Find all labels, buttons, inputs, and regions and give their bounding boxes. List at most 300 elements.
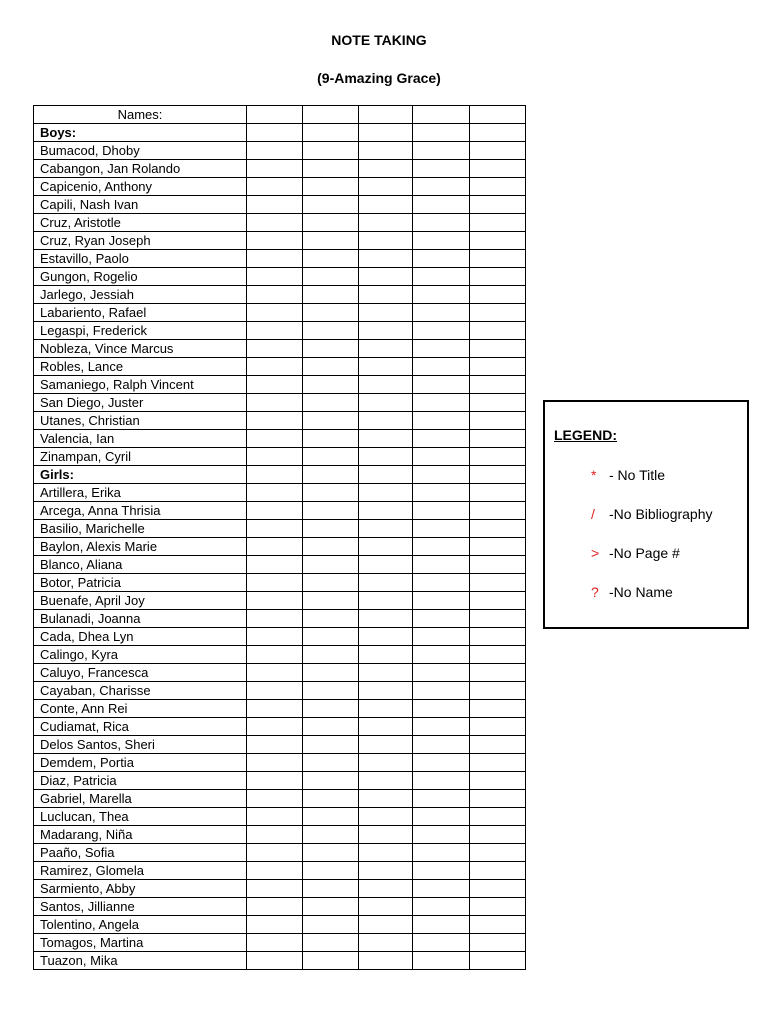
table-row (34, 394, 526, 412)
blank-cell (247, 376, 303, 394)
table-row (34, 358, 526, 376)
blank-cell (359, 934, 413, 952)
blank-cell (247, 340, 303, 358)
student-name: Botor, Patricia (34, 574, 247, 592)
student-name: Cabangon, Jan Rolando (34, 160, 247, 178)
blank-cell (470, 898, 526, 916)
blank-cell (359, 772, 413, 790)
blank-cell (413, 178, 470, 196)
blank-cell (247, 196, 303, 214)
blank-cell (303, 178, 359, 196)
blank-cell (247, 916, 303, 934)
blank-cell (247, 718, 303, 736)
blank-cell (470, 736, 526, 754)
blank-cell (303, 556, 359, 574)
blank-cell (303, 808, 359, 826)
blank-cell (247, 772, 303, 790)
blank-cell (470, 826, 526, 844)
blank-cell (413, 106, 470, 124)
table-row (34, 592, 526, 610)
blank-cell (247, 934, 303, 952)
blank-cell (470, 448, 526, 466)
blank-cell (303, 718, 359, 736)
student-name: Gabriel, Marella (34, 790, 247, 808)
blank-cell (359, 340, 413, 358)
blank-cell (359, 718, 413, 736)
blank-cell (247, 142, 303, 160)
student-name: Baylon, Alexis Marie (34, 538, 247, 556)
table-row (34, 538, 526, 556)
blank-cell (303, 430, 359, 448)
blank-cell (470, 556, 526, 574)
blank-cell (247, 430, 303, 448)
legend-box (543, 400, 749, 629)
blank-cell (413, 466, 470, 484)
student-name: Tuazon, Mika (34, 952, 247, 970)
blank-cell (247, 448, 303, 466)
table-row (34, 772, 526, 790)
section-row (34, 124, 526, 142)
blank-cell (247, 106, 303, 124)
blank-cell (413, 214, 470, 232)
student-name: Diaz, Patricia (34, 772, 247, 790)
student-name: Estavillo, Paolo (34, 250, 247, 268)
table-row (34, 412, 526, 430)
student-name: Labariento, Rafael (34, 304, 247, 322)
blank-cell (413, 880, 470, 898)
blank-cell (303, 484, 359, 502)
blank-cell (470, 520, 526, 538)
blank-cell (470, 610, 526, 628)
blank-cell (413, 286, 470, 304)
blank-cell (413, 556, 470, 574)
blank-cell (303, 682, 359, 700)
legend-label: -No Bibliography (609, 506, 713, 522)
blank-cell (303, 520, 359, 538)
blank-cell (359, 160, 413, 178)
blank-cell (470, 430, 526, 448)
blank-cell (359, 322, 413, 340)
table-row (34, 196, 526, 214)
table-row (34, 322, 526, 340)
blank-cell (413, 358, 470, 376)
blank-cell (247, 286, 303, 304)
table-row (34, 700, 526, 718)
blank-cell (247, 160, 303, 178)
blank-cell (247, 178, 303, 196)
blank-cell (470, 340, 526, 358)
table-row (34, 574, 526, 592)
blank-cell (303, 538, 359, 556)
blank-cell (413, 250, 470, 268)
blank-cell (303, 700, 359, 718)
blank-cell (303, 916, 359, 934)
blank-cell (470, 682, 526, 700)
blank-cell (247, 610, 303, 628)
blank-cell (303, 790, 359, 808)
blank-cell (470, 394, 526, 412)
blank-cell (359, 502, 413, 520)
legend-label: -No Page # (609, 545, 680, 561)
blank-cell (470, 142, 526, 160)
student-name: Tomagos, Martina (34, 934, 247, 952)
blank-cell (247, 592, 303, 610)
blank-cell (303, 574, 359, 592)
blank-cell (470, 358, 526, 376)
table-row (34, 142, 526, 160)
table-row (34, 736, 526, 754)
blank-cell (303, 160, 359, 178)
blank-cell (413, 484, 470, 502)
blank-cell (359, 646, 413, 664)
blank-cell (359, 124, 413, 142)
blank-cell (359, 628, 413, 646)
table-row (34, 556, 526, 574)
blank-cell (247, 394, 303, 412)
blank-cell (359, 412, 413, 430)
blank-cell (303, 304, 359, 322)
blank-cell (359, 268, 413, 286)
table-row (34, 718, 526, 736)
table-row (34, 898, 526, 916)
blank-cell (470, 106, 526, 124)
blank-cell (359, 142, 413, 160)
table-row (34, 160, 526, 178)
blank-cell (303, 214, 359, 232)
blank-cell (413, 628, 470, 646)
blank-cell (303, 952, 359, 970)
student-name: Cayaban, Charisse (34, 682, 247, 700)
blank-cell (413, 934, 470, 952)
blank-cell (413, 772, 470, 790)
blank-cell (470, 916, 526, 934)
student-name: San Diego, Juster (34, 394, 247, 412)
blank-cell (359, 808, 413, 826)
student-name: Cruz, Aristotle (34, 214, 247, 232)
blank-cell (247, 826, 303, 844)
table-row (34, 520, 526, 538)
table-row (34, 610, 526, 628)
student-name: Jarlego, Jessiah (34, 286, 247, 304)
table-row (34, 790, 526, 808)
blank-cell (413, 574, 470, 592)
blank-cell (303, 754, 359, 772)
blank-cell (303, 286, 359, 304)
table-row (34, 754, 526, 772)
blank-cell (413, 520, 470, 538)
blank-cell (303, 322, 359, 340)
student-name: Demdem, Portia (34, 754, 247, 772)
blank-cell (303, 376, 359, 394)
blank-cell (303, 646, 359, 664)
blank-cell (303, 664, 359, 682)
table-row (34, 826, 526, 844)
blank-cell (413, 538, 470, 556)
blank-cell (247, 304, 303, 322)
student-name: Caluyo, Francesca (34, 664, 247, 682)
blank-cell (413, 160, 470, 178)
blank-cell (470, 934, 526, 952)
blank-cell (470, 646, 526, 664)
blank-cell (413, 340, 470, 358)
legend-item-no-name (591, 584, 673, 600)
blank-cell (359, 394, 413, 412)
blank-cell (359, 430, 413, 448)
blank-cell (470, 268, 526, 286)
blank-cell (303, 862, 359, 880)
legend-item-no-title (591, 467, 665, 483)
blank-cell (413, 412, 470, 430)
blank-cell (303, 232, 359, 250)
blank-cell (413, 736, 470, 754)
student-name: Paaño, Sofia (34, 844, 247, 862)
table-row (34, 448, 526, 466)
blank-cell (359, 700, 413, 718)
header-row (34, 106, 526, 124)
blank-cell (303, 250, 359, 268)
blank-cell (359, 790, 413, 808)
blank-cell (413, 448, 470, 466)
blank-cell (470, 718, 526, 736)
student-name: Sarmiento, Abby (34, 880, 247, 898)
blank-cell (359, 592, 413, 610)
header-row-label: Names: (34, 106, 247, 124)
blank-cell (247, 502, 303, 520)
blank-cell (303, 394, 359, 412)
blank-cell (247, 844, 303, 862)
blank-cell (413, 196, 470, 214)
blank-cell (359, 664, 413, 682)
blank-cell (413, 844, 470, 862)
blank-cell (247, 232, 303, 250)
blank-cell (470, 250, 526, 268)
blank-cell (359, 520, 413, 538)
blank-cell (359, 862, 413, 880)
blank-cell (470, 178, 526, 196)
blank-cell (303, 592, 359, 610)
legend-item-no-bibliography (591, 506, 713, 522)
blank-cell (359, 250, 413, 268)
blank-cell (470, 160, 526, 178)
blank-cell (303, 844, 359, 862)
blank-cell (470, 574, 526, 592)
blank-cell (413, 376, 470, 394)
blank-cell (303, 628, 359, 646)
document-subtitle: (9-Amazing Grace) (317, 70, 441, 86)
blank-cell (359, 610, 413, 628)
table-row (34, 430, 526, 448)
blank-cell (470, 808, 526, 826)
blank-cell (303, 466, 359, 484)
table-row (34, 178, 526, 196)
table-row (34, 502, 526, 520)
blank-cell (247, 538, 303, 556)
blank-cell (413, 124, 470, 142)
blank-cell (247, 952, 303, 970)
blank-cell (413, 394, 470, 412)
blank-cell (359, 466, 413, 484)
blank-cell (303, 880, 359, 898)
blank-cell (359, 538, 413, 556)
blank-cell (359, 358, 413, 376)
section-row-label: Boys: (34, 124, 247, 142)
table-row (34, 628, 526, 646)
blank-cell (359, 916, 413, 934)
student-name: Buenafe, April Joy (34, 592, 247, 610)
blank-cell (470, 754, 526, 772)
blank-cell (247, 682, 303, 700)
blank-cell (247, 754, 303, 772)
blank-cell (470, 700, 526, 718)
student-name: Bumacod, Dhoby (34, 142, 247, 160)
table-row (34, 952, 526, 970)
blank-cell (247, 664, 303, 682)
blank-cell (247, 628, 303, 646)
blank-cell (470, 538, 526, 556)
blank-cell (470, 664, 526, 682)
table-row (34, 268, 526, 286)
blank-cell (359, 844, 413, 862)
table-row (34, 808, 526, 826)
blank-cell (470, 772, 526, 790)
student-name: Gungon, Rogelio (34, 268, 247, 286)
blank-cell (470, 952, 526, 970)
blank-cell (413, 718, 470, 736)
blank-cell (247, 574, 303, 592)
blank-cell (359, 376, 413, 394)
blank-cell (413, 952, 470, 970)
blank-cell (303, 268, 359, 286)
table-row (34, 286, 526, 304)
student-name: Robles, Lance (34, 358, 247, 376)
blank-cell (470, 322, 526, 340)
blank-cell (359, 214, 413, 232)
blank-cell (470, 124, 526, 142)
student-name: Luclucan, Thea (34, 808, 247, 826)
blank-cell (247, 862, 303, 880)
blank-cell (359, 682, 413, 700)
blank-cell (303, 934, 359, 952)
blank-cell (247, 700, 303, 718)
blank-cell (247, 520, 303, 538)
table-row (34, 934, 526, 952)
blank-cell (359, 232, 413, 250)
student-name: Conte, Ann Rei (34, 700, 247, 718)
blank-cell (247, 214, 303, 232)
legend-item-no-page (591, 545, 680, 561)
student-name: Nobleza, Vince Marcus (34, 340, 247, 358)
blank-cell (359, 304, 413, 322)
table-row (34, 664, 526, 682)
student-name: Cruz, Ryan Joseph (34, 232, 247, 250)
blank-cell (413, 790, 470, 808)
table-row (34, 862, 526, 880)
blank-cell (247, 898, 303, 916)
blank-cell (413, 682, 470, 700)
table-row (34, 250, 526, 268)
table-row (34, 484, 526, 502)
blank-cell (303, 736, 359, 754)
blank-cell (247, 466, 303, 484)
blank-cell (247, 484, 303, 502)
blank-cell (413, 862, 470, 880)
blank-cell (470, 412, 526, 430)
blank-cell (303, 358, 359, 376)
table-row (34, 682, 526, 700)
blank-cell (303, 124, 359, 142)
student-name: Capili, Nash Ivan (34, 196, 247, 214)
blank-cell (359, 754, 413, 772)
blank-cell (359, 898, 413, 916)
blank-cell (303, 106, 359, 124)
table-row (34, 304, 526, 322)
blank-cell (359, 448, 413, 466)
blank-cell (470, 214, 526, 232)
student-name: Blanco, Aliana (34, 556, 247, 574)
blank-cell (247, 322, 303, 340)
student-name: Santos, Jillianne (34, 898, 247, 916)
blank-cell (303, 412, 359, 430)
student-name: Utanes, Christian (34, 412, 247, 430)
blank-cell (247, 556, 303, 574)
blank-cell (359, 736, 413, 754)
table-row (34, 844, 526, 862)
student-name: Ramirez, Glomela (34, 862, 247, 880)
blank-cell (413, 898, 470, 916)
table-row (34, 880, 526, 898)
slash-symbol: / (591, 506, 595, 522)
blank-cell (470, 502, 526, 520)
blank-cell (247, 880, 303, 898)
blank-cell (359, 106, 413, 124)
question-symbol: ? (591, 584, 599, 600)
document-title: NOTE TAKING (331, 32, 427, 48)
student-name: Bulanadi, Joanna (34, 610, 247, 628)
student-name: Legaspi, Frederick (34, 322, 247, 340)
blank-cell (413, 700, 470, 718)
student-name: Delos Santos, Sheri (34, 736, 247, 754)
blank-cell (413, 754, 470, 772)
table-row (34, 214, 526, 232)
table-row (34, 646, 526, 664)
blank-cell (470, 862, 526, 880)
blank-cell (470, 376, 526, 394)
student-name: Tolentino, Angela (34, 916, 247, 934)
blank-cell (470, 304, 526, 322)
blank-cell (359, 952, 413, 970)
blank-cell (303, 502, 359, 520)
blank-cell (247, 808, 303, 826)
blank-cell (303, 448, 359, 466)
student-name: Cudiamat, Rica (34, 718, 247, 736)
student-name: Artillera, Erika (34, 484, 247, 502)
blank-cell (359, 880, 413, 898)
blank-cell (247, 412, 303, 430)
blank-cell (359, 286, 413, 304)
student-name: Valencia, Ian (34, 430, 247, 448)
blank-cell (303, 142, 359, 160)
blank-cell (303, 340, 359, 358)
blank-cell (247, 790, 303, 808)
blank-cell (470, 790, 526, 808)
blank-cell (303, 898, 359, 916)
student-name: Cada, Dhea Lyn (34, 628, 247, 646)
blank-cell (470, 844, 526, 862)
blank-cell (470, 466, 526, 484)
roster-table (33, 105, 526, 970)
blank-cell (303, 196, 359, 214)
blank-cell (247, 250, 303, 268)
